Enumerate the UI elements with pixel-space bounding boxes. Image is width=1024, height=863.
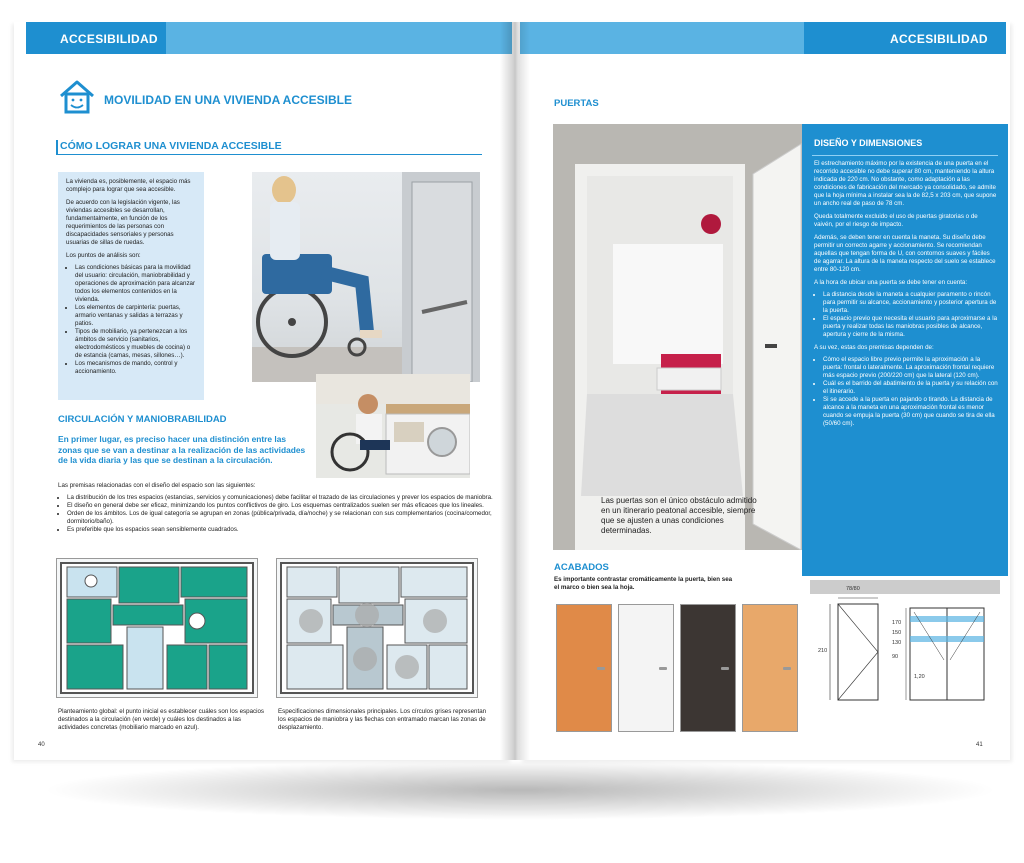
panel-paragraph: El estrechamiento máximo por la existencia de una puerta en el recorrido accesible no debe superar 80 cm, manteniendo la altura indicada de 220 cm. No obstante, como adaptación a las condiciones de fabricación del mercado ya consolidado, se admite que la hoja mínima a instalar sea la de 82,5 x 203 cm, que supone un ancho real de paso de 78 cm. xyxy=(814,160,997,207)
door-handle xyxy=(783,667,791,670)
plan-caption-1: Planteamiento global: el punto inicial es establecer cuáles son los espacios destinados a la circulación (en verde) y cuáles los destinados a las actividades concretas (mobiliario marcado en azul). xyxy=(58,708,265,731)
premisa-item: • Orden de los ámbitos. Los de igual categoría se agrupan en zonas (pública/privada, día/noche) y se relacionan con sus complementarios (cocina/comedor, dormitorio/baño). xyxy=(67,510,507,526)
sidebox-bullet: • Tipos de mobiliario, ya pertenezcan a los ámbitos de servicio (sanitarios, electrodomésticos y muebles de cocina) o de estancia (camas, mesas, sillones…). xyxy=(75,328,198,360)
diagram-h-label: 130 xyxy=(892,640,902,646)
floor-plan-dimensions xyxy=(276,558,478,698)
acabados-text: Es importante contrastar cromáticamente la puerta, bien sea el marco o bien sea la hoja. xyxy=(554,576,733,591)
diagram-height-label: 210 xyxy=(818,648,828,654)
design-panel xyxy=(802,124,1008,576)
panel-paragraph: A su vez, estas dos premisas dependen de: xyxy=(814,344,934,351)
panel-paragraph: Además, se deben tener en cuenta la maneta. Su diseño debe permitir un correcto agarre y accionamiento. Se recomiendan aquellas que tengan forma de U, con contornos suaves y fáciles de agarrar. La altura de la maneta respecto del suelo se establece entre 80-120 cm. xyxy=(814,234,996,273)
sidebox-paragraph-3: Los puntos de análisis son: xyxy=(66,252,141,259)
door-swatch-dark xyxy=(680,604,736,732)
main-title: MOVILIDAD EN UNA VIVIENDA ACCESIBLE xyxy=(104,93,353,107)
design-panel-text xyxy=(814,160,998,428)
page-number-left: 40 xyxy=(38,742,45,748)
wheelchair-photo-illustration xyxy=(252,172,480,382)
panel-bullet: • Cómo el espacio libre previo permite la aproximación a la puerta: frontal o lateralmente. La aproximación frontal requiere más espacio previo (200/220 cm) que la lateral (120 cm). xyxy=(823,356,998,380)
door-handle xyxy=(597,667,605,670)
door-dimension-diagram-box xyxy=(810,580,1000,712)
door-swatch-oak xyxy=(742,604,798,732)
wheelchair-photo xyxy=(252,172,480,382)
right-page xyxy=(520,22,1010,760)
floor-plan-circulation-drawing xyxy=(57,559,257,697)
section-tag-right: ACCESIBILIDAD xyxy=(890,32,988,46)
right-top-bar xyxy=(520,22,804,54)
diagram-h-label: 90 xyxy=(892,654,899,660)
door-swatch-wood xyxy=(556,604,612,732)
floor-plan-circulation xyxy=(56,558,258,698)
premisa-item: • La distribución de los tres espacios (estancias, servicios y comunicaciones) debe facilitar el trazado de las circulaciones y prever los espacios de maniobra. xyxy=(67,494,507,502)
magazine-shadow xyxy=(40,760,1000,820)
subtitle-como-lograr: CÓMO LOGRAR UNA VIVIENDA ACCESIBLE xyxy=(60,140,282,152)
kitchen-photo-illustration xyxy=(316,374,470,478)
premisas-list xyxy=(58,494,507,534)
door-dimension-drawing xyxy=(810,580,1000,712)
premisa-item: • El diseño en general debe ser eficaz, minimizando los puntos conflictivos de giro. Los esquemas centralizados suelen ser más eficaces que los lineales. xyxy=(67,502,507,510)
left-page xyxy=(14,22,512,760)
diagram-h-label: 170 xyxy=(892,620,902,626)
sidebox-bullet: • Las condiciones básicas para la movilidad del usuario: circulación, maniobrabilidad y operaciones de aproximación para alcanzar todos los elementos contenidos en la vivienda. xyxy=(75,264,198,304)
lead-paragraph: En primer lugar, es preciso hacer una distinción entre las zonas que se van a destinar a la realización de las actividades de la vida diaria y las que se destinan a la circulación. xyxy=(58,434,306,465)
page-number-right: 41 xyxy=(976,742,983,748)
sidebox-bullet: • Los mecanismos de mando, control y accionamiento. xyxy=(75,360,198,376)
house-smile-icon xyxy=(58,79,96,115)
diagram-side-label: 1,20 xyxy=(914,674,925,680)
spine-gutter xyxy=(500,22,530,760)
door-handle xyxy=(659,667,667,670)
diagram-h-label: 150 xyxy=(892,630,902,636)
design-panel-rule xyxy=(812,155,998,156)
panel-paragraph: A la hora de ubicar una puerta se debe tener en cuenta: xyxy=(814,279,968,286)
design-panel-title: DISEÑO Y DIMENSIONES xyxy=(814,138,923,148)
panel-bullet: • Cuál es el barrido del abatimiento de la puerta y su relación con el itinerario. xyxy=(823,380,998,396)
puertas-title: PUERTAS xyxy=(554,98,599,109)
panel-bullet: • Si se accede a la puerta en pajando o tirando. La distancia de alcance a la maneta en una aproximación frontal es menor cuando se empuja la puerta (30 cm) que cuando se tira de ella (50/60 cm). xyxy=(823,396,998,428)
plan-caption-2: Especificaciones dimensionales principales. Los círculos grises representan los espacios de maniobra y las flechas con entramado marcan las zonas de desplazamiento. xyxy=(278,708,487,731)
kitchen-photo xyxy=(316,374,470,478)
premisa-item: • Es preferible que los espacios sean sensiblemente cuadrados. xyxy=(67,526,507,534)
sidebox-bullet: • Los elementos de carpintería: puertas, armario ventanas y salidas a terrazas y patios. xyxy=(75,304,198,328)
panel-paragraph: Queda totalmente excluido el uso de puertas giratorias o de vaivén, por el riesgo de impacto. xyxy=(814,213,978,228)
door-handle xyxy=(721,667,729,670)
door-swatch-white xyxy=(618,604,674,732)
door-photo-illustration xyxy=(553,124,803,550)
subtitle-circulacion: CIRCULACIÓN Y MANIOBRABILIDAD xyxy=(58,414,227,425)
subtitle-rule xyxy=(56,154,482,155)
sidebox-paragraph-1: La vivienda es, posiblemente, el espacio más complejo para lograr que sea accesible. xyxy=(66,178,191,193)
sidebox-paragraph-2: De acuerdo con la legislación vigente, las viviendas accesibles se desarrollan, fundamentalmente, en función de los requerimientos de las personas con discapacidades sensoriales y personas usuarias de sillas de ruedas. xyxy=(66,199,180,246)
door-photo xyxy=(553,124,803,550)
section-tag-left: ACCESIBILIDAD xyxy=(60,32,158,46)
left-top-bar xyxy=(166,22,512,54)
diagram-width-label: 78/80 xyxy=(846,586,860,592)
subtitle-marker xyxy=(56,140,58,155)
acabados-title: ACABADOS xyxy=(554,562,609,573)
door-photo-caption: Las puertas son el único obstáculo admitido en un itinerario peatonal accesible, siempre que se ajusten a unas condiciones determinadas. xyxy=(601,496,757,535)
panel-bullet: • La distancia desde la maneta a cualquier paramento o rincón para permitir su alcance, accionamiento y posterior apertura de la puerta. xyxy=(823,291,998,315)
floor-plan-dimensions-drawing xyxy=(277,559,477,697)
panel-bullet: • El espacio previo que necesita el usuario para aproximarse a la puerta y realizar todas las maniobras posibles de alcance, apertura y cierre de la misma. xyxy=(823,315,998,339)
intro-sidebox xyxy=(58,172,204,400)
premisas-intro: Las premisas relacionadas con el diseño del espacio son las siguientes: xyxy=(58,482,256,489)
